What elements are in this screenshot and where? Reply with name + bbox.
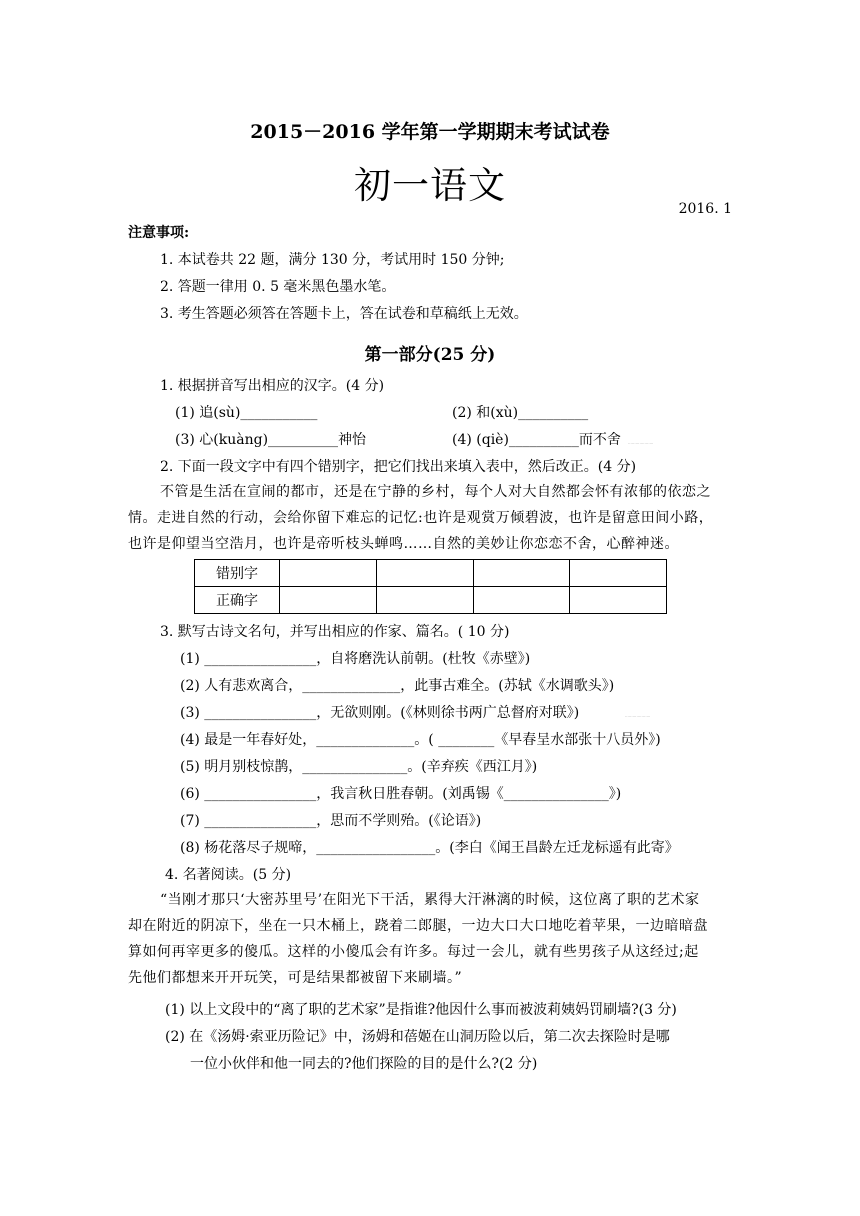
table-row-header: 错别字 [195,560,280,587]
answer-cell[interactable] [376,560,473,587]
q3-item-8: (8) 杨花落尽子规啼，_________________。(李白《闻王昌龄左迁龙标遥有此寄》 [180,840,679,856]
q2-passage-line-2: 情。走进自然的行动，会给你留下难忘的记忆:也许是观赏万倾碧波，也许是留意田间小路， [128,510,714,526]
answer-cell[interactable] [280,560,377,587]
answer-cell[interactable] [473,560,570,587]
answer-cell[interactable] [473,587,570,614]
answer-cell[interactable] [570,587,667,614]
q1-item-1: (1) 追(sù)___________ [175,405,318,421]
notice-heading: 注意事项: [128,225,190,241]
notice-item-2: 2. 答题一律用 0. 5 毫米黑色墨水笔。 [160,279,396,295]
q2-stem: 2. 下面一段文字中有四个错别字，把它们找出来填入表中，然后改正。(4 分) [160,459,637,475]
answer-cell[interactable] [280,587,377,614]
q1-tiny-note: .................... [628,440,654,445]
q3-item-4: (4) 最是一年春好处，______________。( ________《早春呈水部张十八员外》) [180,732,661,748]
section-heading: 第一部分(25 分) [364,345,496,365]
subject-title: 初一语文 [354,164,506,207]
q3-stem: 3. 默写古诗文名句，并写出相应的作家、篇名。( 10 分) [160,624,510,640]
q3-item-6: (6) ________________，我言秋日胜春朝。(刘禹锡《_______________》) [180,786,622,802]
q3-item-5: (5) 明月别枝惊鹊，_______________。(辛弃疾《西江月》) [180,759,538,775]
q4-stem: 4. 名著阅读。(5 分) [165,867,292,883]
q4-sub-question-1: (1) 以上文段中的“离了职的艺术家”是指谁?他因什么事而被波莉姨妈罚刷墙?(3 分) [165,1002,677,1018]
q3-item-7: (7) ________________，思而不学则殆。(《论语》) [180,813,482,829]
notice-item-3: 3. 考生答题必须答在答题卡上，答在试卷和草稿纸上无效。 [160,306,528,322]
exam-title: 2015－2016 学年第一学期期末考试试卷 [250,121,610,143]
correction-table [194,559,667,614]
q3-item-2: (2) 人有悲欢离合，______________，此事古难全。(苏轼《水调歌头》) [180,678,615,694]
table-row-header: 正确字 [195,587,280,614]
q4-passage-line-4: 先他们都想来开开玩笑，可是结果都被留下来刷墙。” [128,970,463,986]
q1-item-4: (4) (qiè)__________而不舍 [452,432,621,448]
table-row [195,560,667,587]
q2-passage-line-3: 也许是仰望当空浩月，也许是帝听枝头蝉鸣……自然的美妙让你恋恋不舍，心醉神迷。 [128,536,679,552]
q4-sub-question-2-line-2: 一位小伙伴和他一同去的?他们探险的目的是什么?(2 分) [190,1056,538,1072]
q3-item-1: (1) ________________，自将磨洗认前朝。(杜牧《赤壁》) [180,651,531,667]
exam-date: 2016. 1 [678,201,732,217]
answer-cell[interactable] [570,560,667,587]
q4-sub-question-2-line-1: (2) 在《汤姆·索亚历险记》中，汤姆和蓓姬在山洞历险以后，第二次去探险时是哪 [165,1029,670,1045]
q1-item-3: (3) 心(kuàng)__________神怡 [175,432,367,448]
q2-passage-line-1: 不管是生活在宣闹的都市，还是在宁静的乡村，每个人对大自然都会怀有浓郁的依恋之 [160,484,711,500]
notice-item-1: 1. 本试卷共 22 题，满分 130 分，考试用时 150 分钟; [160,252,505,268]
q4-passage-line-3: 算如何再宰更多的傻瓜。这样的小傻瓜会有许多。每过一会儿，就有些男孩子从这经过;起 [128,944,699,960]
q1-item-2: (2) 和(xù)__________ [452,405,589,421]
table-row [195,587,667,614]
q1-stem: 1. 根据拼音写出相应的汉字。(4 分) [160,378,385,394]
q4-passage-line-1: “当刚才那只‘大密苏里号’在阳光下干活，累得大汗淋漓的时候，这位离了职的艺术家 [160,892,700,908]
q4-passage-line-2: 却在附近的阴凉下，坐在一只木桶上，跷着二郎腿，一边大口大口地吃着苹果，一边暗暗盘 [128,918,708,934]
q3-item-3: (3) ________________，无欲则刚。(《林则徐书两广总督府对联》) [180,705,580,721]
answer-cell[interactable] [376,587,473,614]
q3-tiny-note: .................... [625,713,651,718]
